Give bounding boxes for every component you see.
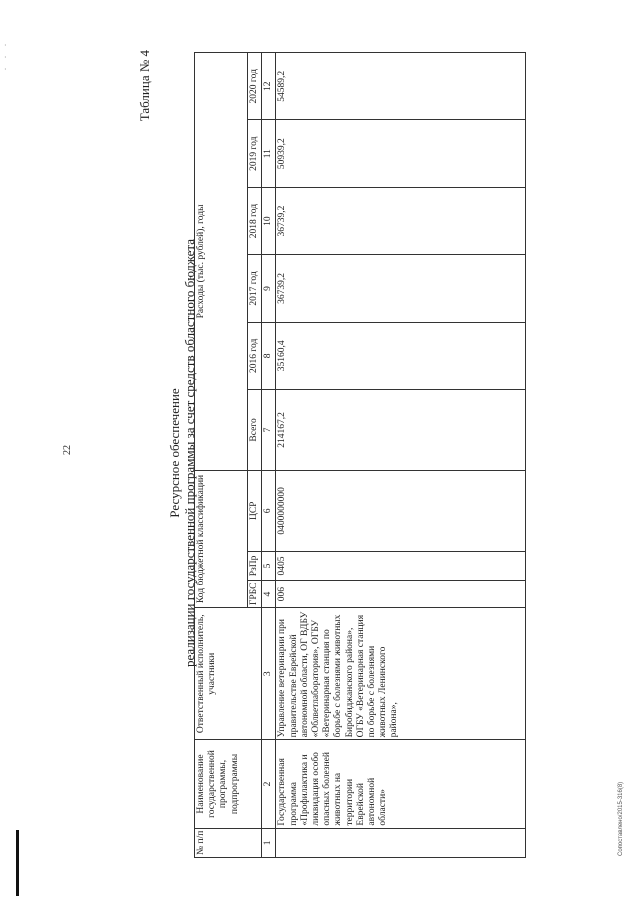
row-grbs: 006 [276,581,526,608]
row-2018: 36739,2 [276,187,526,254]
table-caption: Таблица № 4 [137,50,152,122]
header-csr: ЦСР [248,470,262,551]
col-num-12: 12 [262,53,276,121]
col-num-8: 8 [262,322,276,389]
rotated-page-content [133,38,573,868]
header-row-1 [195,53,248,858]
col-num-2: 2 [262,740,276,828]
col-num-11: 11 [262,120,276,187]
title-line-2: реализации государственной программы за счет средств областного бюджета [182,238,197,668]
footer-code: Сопоставлено/2015-316(8) [618,781,624,856]
col-num-9: 9 [262,255,276,322]
header-2018: 2018 год [248,187,262,254]
header-total: Всего [248,390,262,471]
document-title [167,38,197,868]
row-2017: 36739,2 [276,255,526,322]
col-num-10: 10 [262,187,276,254]
table-row [276,53,526,858]
header-2016: 2016 год [248,322,262,389]
header-rzpr: РзПр [248,551,262,580]
page-number: 22 [62,445,73,455]
col-num-1: 1 [262,828,276,857]
col-num-6: 6 [262,470,276,551]
row-rzpr: 0405 [276,551,526,580]
header-2019: 2019 год [248,120,262,187]
resource-table [194,52,526,858]
header-expenses: Расходы (тыс. рублей), годы [195,53,248,471]
header-2017: 2017 год [248,255,262,322]
header-budget-code: Код бюджетной классификации [195,470,248,607]
row-program-name: Государственная программа «Профилактика и ликвидация особо опасных болезней животных на территории Еврейской автономной области» [276,740,526,828]
header-no: № п/п [195,828,262,857]
row-executor: Управление ветеринарии при правительстве Еврейской автономной области, ОГ ВДБУ «Облветлаборатория», ОГБУ «Ветеринарная станция по борьбе с болезнями животных Биробиджанского района», ОГБУ «Ветеринарная станция по борьбе с болезнями животных Ленинского района», [276,608,526,740]
row-2020: 54589,2 [276,53,526,121]
col-num-7: 7 [262,390,276,471]
header-2020: 2020 год [248,53,262,121]
scan-artifact-bar [16,830,19,896]
scan-dots: · · · [4,41,7,74]
header-executor: Ответственный исполнитель, участники [195,608,262,740]
title-line-1: Ресурсное обеспечение [167,388,182,518]
row-2016: 35160,4 [276,322,526,389]
header-name: Наименование государственной программы, подпрограммы [195,740,262,828]
row-total: 214167,2 [276,390,526,471]
col-num-5: 5 [262,551,276,580]
row-no [276,828,526,857]
col-num-3: 3 [262,608,276,740]
row-csr: 0400000000 [276,470,526,551]
col-num-4: 4 [262,581,276,608]
column-number-row [262,53,276,858]
row-2019: 50939,2 [276,120,526,187]
header-grbs: ГРБС [248,581,262,608]
